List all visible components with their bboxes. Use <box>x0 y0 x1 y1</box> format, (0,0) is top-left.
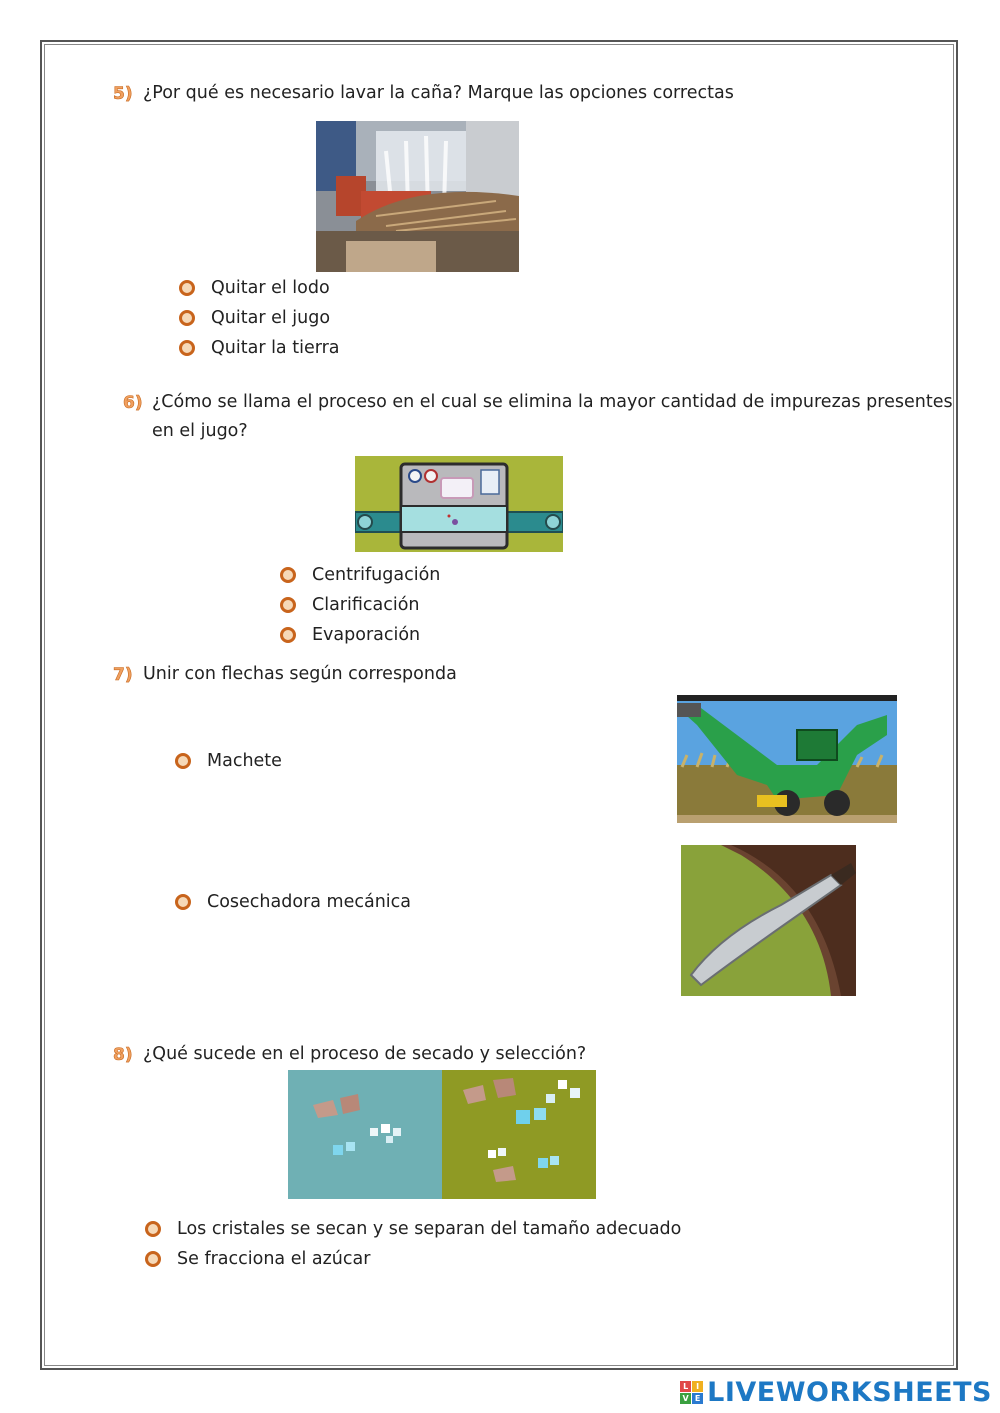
q8-option-1[interactable] <box>145 1219 681 1239</box>
q8-option-2[interactable] <box>145 1249 370 1269</box>
q7-option-1[interactable] <box>175 751 282 771</box>
q8-option-1-label: Los cristales se secan y se separan del tamaño adecuado <box>177 1219 682 1239</box>
q5-option-1[interactable] <box>179 278 330 298</box>
question-5-number: 5) <box>113 84 133 104</box>
question-6-text-line-2: en el jugo? <box>152 421 248 441</box>
logo-text: LIVEWORKSHEETS <box>707 1377 992 1408</box>
question-8-number: 8) <box>113 1045 133 1065</box>
q6-option-2[interactable] <box>280 595 420 615</box>
question-6-text-line-1: ¿Cómo se llama el proceso en el cual se elimina la mayor cantidad de impurezas presentes <box>152 392 953 412</box>
q6-option-2-label: Clarificación <box>312 595 420 615</box>
radio-bullet-icon[interactable] <box>280 597 296 613</box>
q7-option-2-label: Cosechadora mecánica <box>207 892 412 912</box>
q7-option-1-label: Machete <box>207 751 282 771</box>
q6-option-1[interactable] <box>280 565 440 585</box>
radio-bullet-icon[interactable] <box>175 894 191 910</box>
q6-option-3-label: Evaporación <box>312 625 421 645</box>
question-8-text: ¿Qué sucede en el proceso de secado y selección? <box>143 1044 587 1064</box>
q7-option-2[interactable] <box>175 892 411 912</box>
question-5-text: ¿Por qué es necesario lavar la caña? Marque las opciones correctas <box>143 83 734 103</box>
radio-bullet-icon[interactable] <box>175 753 191 769</box>
icon-letter-l: L <box>680 1381 691 1392</box>
q6-option-3[interactable] <box>280 625 420 645</box>
cane-washing-image <box>316 121 519 272</box>
machete-image[interactable] <box>681 845 856 996</box>
q5-option-1-label: Quitar el lodo <box>211 278 330 298</box>
radio-bullet-icon[interactable] <box>145 1221 161 1237</box>
radio-bullet-icon[interactable] <box>280 567 296 583</box>
q6-option-1-label: Centrifugación <box>312 565 441 585</box>
q5-option-3-label: Quitar la tierra <box>211 338 340 358</box>
question-7-number: 7) <box>113 665 133 685</box>
icon-letter-i: I <box>692 1381 703 1392</box>
radio-bullet-icon[interactable] <box>179 280 195 296</box>
q8-option-2-label: Se fracciona el azúcar <box>177 1249 371 1269</box>
question-6-number: 6) <box>123 393 143 413</box>
radio-bullet-icon[interactable] <box>179 310 195 326</box>
icon-letter-v: V <box>680 1393 691 1404</box>
q5-option-2-label: Quitar el jugo <box>211 308 331 328</box>
radio-bullet-icon[interactable] <box>145 1251 161 1267</box>
q5-option-2[interactable] <box>179 308 330 328</box>
icon-letter-e: E <box>692 1393 703 1404</box>
radio-bullet-icon[interactable] <box>179 340 195 356</box>
radio-bullet-icon[interactable] <box>280 627 296 643</box>
harvester-image[interactable] <box>677 695 897 823</box>
q5-option-3[interactable] <box>179 338 340 358</box>
clarification-machine-image <box>355 456 563 552</box>
liveworksheets-icon <box>680 1381 703 1404</box>
liveworksheets-logo[interactable] <box>680 1377 992 1408</box>
drying-selection-image <box>288 1070 596 1199</box>
question-7-text: Unir con flechas según corresponda <box>143 664 457 684</box>
